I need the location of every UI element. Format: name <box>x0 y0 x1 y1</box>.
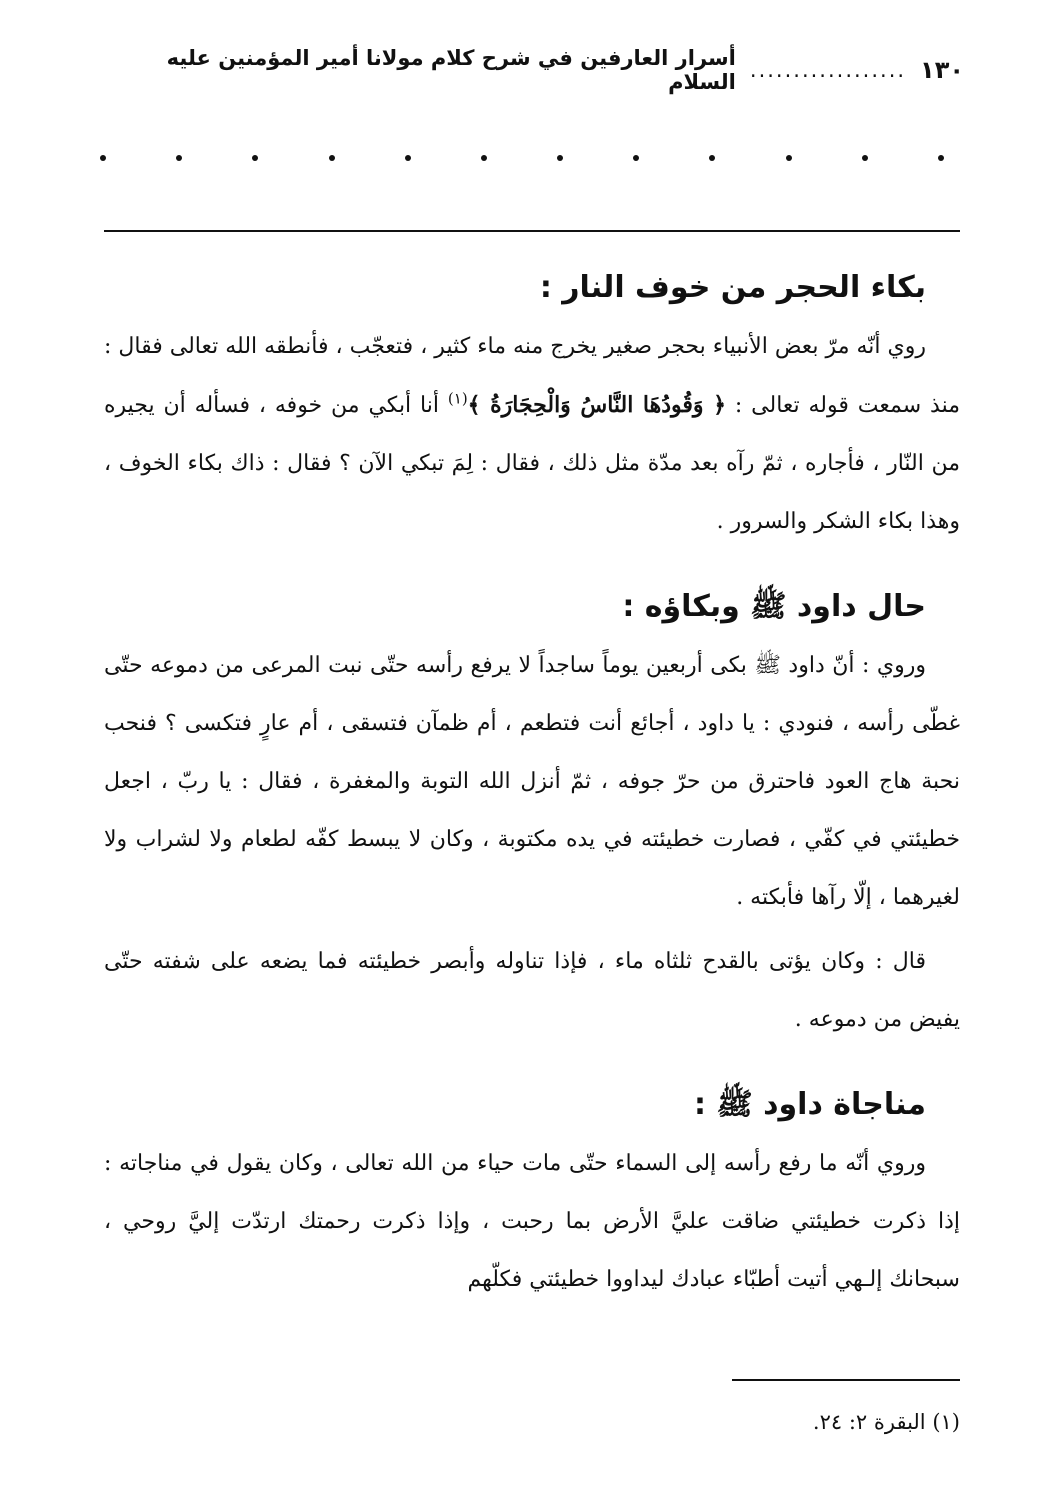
footnote-reference: (١) <box>447 389 468 408</box>
section-heading-stone-weeping: بكاء الحجر من خوف النار : <box>539 270 926 305</box>
paragraph-dawud-supplication: وروي أنّه ما رفع رأسه إلى السماء حتّى مات حياء من الله تعالى ، وكان يقول في مناجاته : إذا ذكرت خطيئتي ضاقت عليَّ الأرض بما رحبت ، وإذا ذكرت رحمتك ارتدّت إليَّ روحي ، سبحانك إلـهي أتيت أطبّاء عبادك ليداووا خطيئتي فكلّهم <box>104 1151 960 1292</box>
dotted-separator <box>100 140 944 176</box>
separator-dot <box>481 155 487 161</box>
page-number: ١٣٠ <box>920 56 964 84</box>
separator-dot <box>329 155 335 161</box>
paragraph-stone-weeping <box>104 318 960 551</box>
separator-dot <box>633 155 639 161</box>
section-heading-dawud-weeping: حال داود ﷺ وبكاؤه : <box>622 589 926 624</box>
footnote: (١) البقرة ٢: ٢٤. <box>812 1410 960 1434</box>
section-heading-dawud-supplication: مناجاة داود ﷺ : <box>694 1087 926 1122</box>
separator-dot <box>405 155 411 161</box>
horizontal-rule <box>104 230 960 232</box>
paragraph-dawud-cup: قال : وكان يؤتى بالقدح ثلثاه ماء ، فإذا تناوله وأبصر خطيئته فما يضعه على شفته حتّى يفيض من دموعه . <box>104 949 960 1032</box>
separator-dot <box>786 155 792 161</box>
running-header <box>100 46 964 94</box>
separator-dot <box>938 155 944 161</box>
separator-dot <box>557 155 563 161</box>
header-dot-leader: .................. <box>749 58 907 82</box>
separator-dot <box>709 155 715 161</box>
running-title: أسرار العارفين في شرح كلام مولانا أمير المؤمنين عليه السلام <box>166 46 736 94</box>
separator-dot <box>862 155 868 161</box>
separator-dot <box>176 155 182 161</box>
paragraph-text: أنا أبكي من خوفه ، فسأله أن يجيره من النّار ، فأجاره ، ثمّ رآه بعد مدّة مثل ذلك ، فقال : لِمَ تبكي الآن ؟ فقال : ذاك بكاء الخوف ، وهذا بكاء الشكر والسرور . <box>104 393 960 534</box>
paragraph-text: روي أنّه مرّ بعض الأنبياء بحجر صغير يخرج منه ماء كثير ، فتعجّب ، فأنطقه الله تعالى فقال : منذ سمعت قوله تعالى : <box>104 334 960 418</box>
quran-quote: ﴿ وَقُودُهَا النَّاسُ وَالْحِجَارَةُ ﴾ <box>467 392 726 418</box>
page-body <box>104 258 960 1309</box>
separator-dot <box>100 155 106 161</box>
separator-dot <box>252 155 258 161</box>
footnote-rule <box>732 1379 960 1381</box>
paragraph-dawud-weeping: وروي : أنّ داود ﷺ بكى أربعين يوماً ساجداً لا يرفع رأسه حتّى نبت المرعى من دموعه حتّى غطّى رأسه ، فنودي : يا داود ، أجائع أنت فتطعم ، أم ظمآن فتسقى ، أم عارٍ فتكسى ؟ فنحب نحبة هاج العود فاحترق من حرّ جوفه ، ثمّ أنزل الله التوبة والمغفرة ، فقال : يا ربّ ، اجعل خطيئتي في كفّي ، فصارت خطيئته في يده مكتوبة ، وكان لا يبسط كفّه لطعام ولا لشراب ولا لغيرهما ، إلّا رآها فأبكته . <box>104 653 960 910</box>
